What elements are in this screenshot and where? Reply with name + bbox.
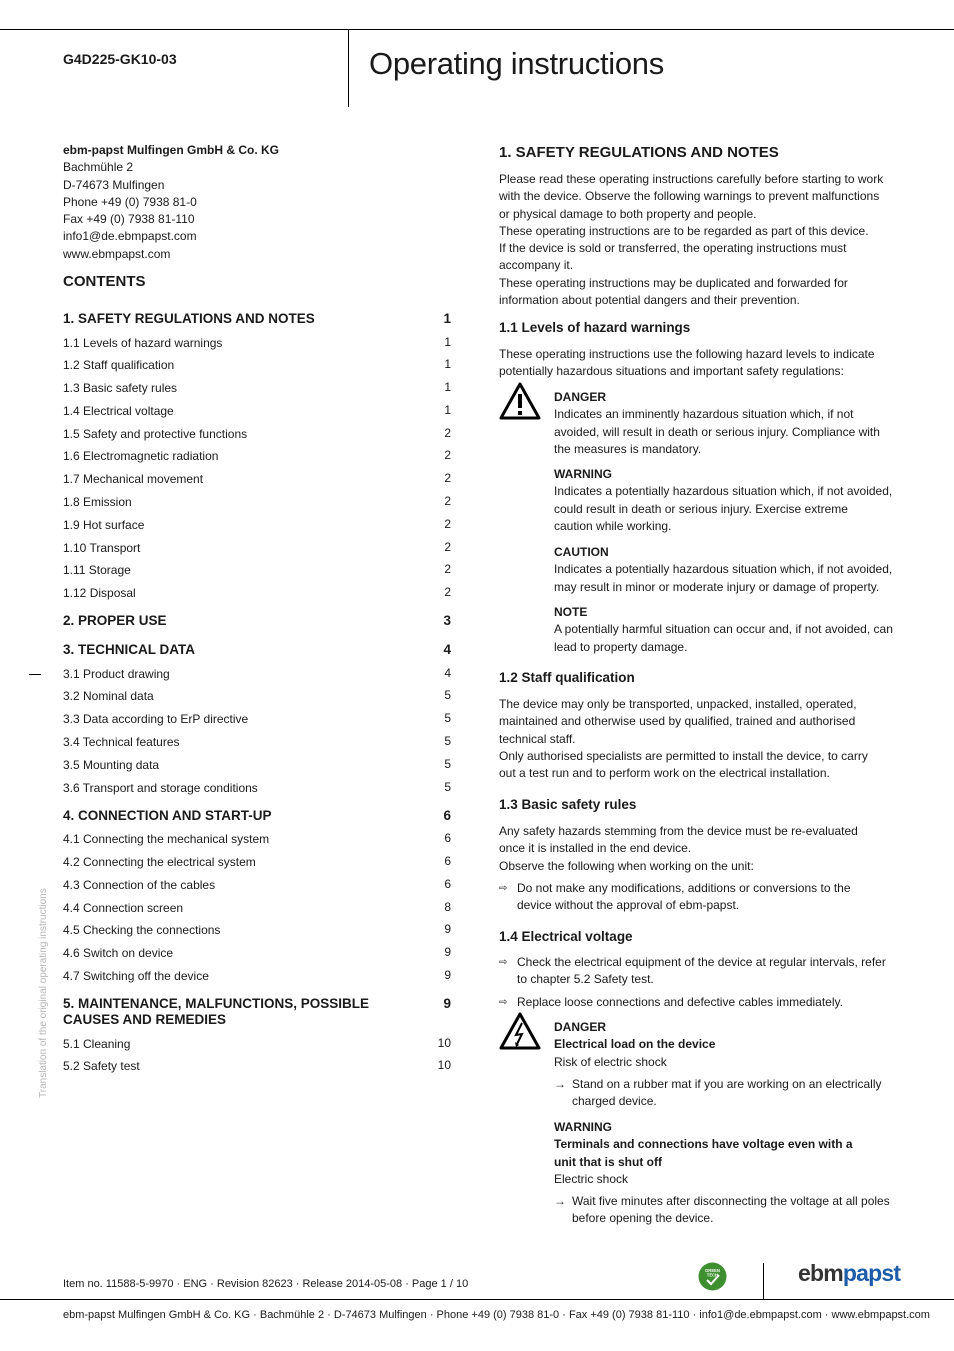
toc-page: 5 xyxy=(444,688,451,702)
right-arrow-icon: → xyxy=(554,1077,566,1091)
toc-page: 5 xyxy=(444,734,451,748)
danger-label: DANGER xyxy=(554,390,607,404)
toc-entry[interactable] xyxy=(63,426,451,442)
margin-mark xyxy=(29,674,41,675)
toc-entry[interactable] xyxy=(63,780,451,796)
toc-page: 6 xyxy=(444,831,451,845)
intro-line: with the device. Observe the following warnings to prevent malfunctions xyxy=(499,189,880,204)
action-item xyxy=(554,1193,894,1228)
toc-page: 10 xyxy=(437,1058,451,1072)
toc-entry[interactable] xyxy=(63,494,451,510)
note-label: NOTE xyxy=(554,605,588,619)
toc-label: 1.11 Storage xyxy=(63,563,131,577)
ebmpapst-logo xyxy=(798,1260,900,1287)
toc-label: 4.6 Switch on device xyxy=(63,946,174,960)
toc-label: 3.4 Technical features xyxy=(63,735,180,749)
intro-line: These operating instructions may be duplicated and forwarded for xyxy=(499,275,848,290)
toc-page: 1 xyxy=(444,380,451,394)
bullet-item xyxy=(499,880,894,915)
toc-label: 3.3 Data according to ErP directive xyxy=(63,712,249,726)
text-line: The device may only be transported, unpacked, installed, operated, xyxy=(499,697,857,711)
toc-entry[interactable] xyxy=(63,403,451,419)
translation-note: Translation of the original operating instructions xyxy=(38,888,49,1098)
bullet-item xyxy=(499,954,894,989)
toc-entry[interactable] xyxy=(63,900,451,916)
electrical-danger xyxy=(554,1019,896,1071)
intro-line: information about potential dangers and their prevention. xyxy=(499,293,800,308)
toc-page: 5 xyxy=(444,711,451,725)
intro-line: or physical damage to both property and people. xyxy=(499,206,757,221)
toc-label: 3.6 Transport and storage conditions xyxy=(63,781,258,795)
address-email[interactable]: info1@de.ebmpapst.com xyxy=(63,229,197,244)
toc-section[interactable] xyxy=(63,311,451,327)
toc-label: 3.1 Product drawing xyxy=(63,667,170,681)
toc-label: 3.5 Mounting data xyxy=(63,758,160,772)
footer-rule xyxy=(0,1299,954,1300)
electrical-hazard-icon xyxy=(499,1012,541,1050)
toc-label: 4.5 Checking the connections xyxy=(63,923,221,937)
toc-entry[interactable] xyxy=(63,471,451,487)
toc-page: 2 xyxy=(444,448,451,462)
section-1-3-text xyxy=(499,823,894,875)
green-tech-badge-icon xyxy=(698,1262,727,1291)
text-line: avoided, will result in death or serious injury. Compliance with xyxy=(554,424,880,439)
model-number: G4D225-GK10-03 xyxy=(63,51,177,67)
toc-page: 2 xyxy=(444,517,451,531)
toc-page: 5 xyxy=(444,780,451,794)
toc-label: 1.4 Electrical voltage xyxy=(63,404,174,418)
toc-label: 1.3 Basic safety rules xyxy=(63,381,178,395)
text-line: A potentially harmful situation can occur and, if not avoided, can xyxy=(554,622,893,637)
toc-label: 1.12 Disposal xyxy=(63,586,136,600)
intro-line: accompany it. xyxy=(499,258,574,273)
section-1-1-text xyxy=(499,346,894,381)
address-web[interactable]: www.ebmpapst.com xyxy=(63,246,171,261)
toc-label: 4.3 Connection of the cables xyxy=(63,878,216,892)
caution-label: CAUTION xyxy=(554,545,609,559)
toc-entry[interactable] xyxy=(63,357,451,373)
toc-label: 1.2 Staff qualification xyxy=(63,358,175,372)
text-line: to chapter 5.2 Safety test. xyxy=(517,972,654,987)
text-line: Replace loose connections and defective cables immediately. xyxy=(517,995,843,1009)
toc-page: 5 xyxy=(444,757,451,771)
text-line: Wait five minutes after disconnecting the voltage at all poles xyxy=(572,1194,890,1208)
warning-title: unit that is shut off xyxy=(554,1154,662,1169)
warning-label: WARNING xyxy=(554,467,612,481)
text-line: Check the electrical equipment of the device at regular intervals, refer xyxy=(517,955,886,969)
toc-page: 4 xyxy=(443,642,451,657)
section-1-4-heading: 1.4 Electrical voltage xyxy=(499,929,633,944)
toc-page: 6 xyxy=(444,854,451,868)
section-1-2-heading: 1.2 Staff qualification xyxy=(499,670,635,685)
badge-text-top: GREEN xyxy=(705,1268,720,1273)
contact-line: ebm-papst Mulfingen GmbH & Co. KG · Bachmühle 2 · D-74673 Mulfingen · Phone +49 (0) 7938 81-0 · Fax +49 (0) 7938 81-110 · info1@de.ebmpapst.com · www.ebmpapst.com xyxy=(63,1309,930,1321)
text-line: Stand on a rubber mat if you are working on an electrically xyxy=(572,1077,882,1091)
warning-label: WARNING xyxy=(554,1120,612,1134)
text-line: out a test run and to perform work on the electrical installation. xyxy=(499,766,830,781)
bullet-arrow-icon: ⇨ xyxy=(499,883,508,894)
page-title: Operating instructions xyxy=(369,46,664,81)
text-line: device without the approval of ebm-papst. xyxy=(517,898,740,913)
text-line: caution while working. xyxy=(554,518,672,533)
toc-entry[interactable] xyxy=(63,831,451,847)
toc-entry[interactable] xyxy=(63,854,451,870)
toc-label: 3. TECHNICAL DATA xyxy=(63,642,196,657)
text-line: before opening the device. xyxy=(572,1211,714,1226)
section-1-2-text xyxy=(499,696,894,782)
warning-text: Electric shock xyxy=(554,1171,629,1186)
hazard-danger xyxy=(554,389,896,458)
toc-label: 1.7 Mechanical movement xyxy=(63,472,204,486)
toc-entry[interactable] xyxy=(63,734,451,750)
section-1-3-heading: 1.3 Basic safety rules xyxy=(499,797,637,812)
toc-entry[interactable] xyxy=(63,540,451,556)
toc-entry[interactable] xyxy=(63,585,451,601)
hazard-caution xyxy=(554,544,896,596)
toc-page: 2 xyxy=(444,426,451,440)
toc-label: 1. SAFETY REGULATIONS AND NOTES xyxy=(63,311,315,326)
text-line: Indicates a potentially hazardous situation which, if not avoided, xyxy=(554,484,893,499)
warning-triangle-icon xyxy=(499,382,541,420)
text-line: once it is installed in the end device. xyxy=(499,841,692,856)
text-line: lead to property damage. xyxy=(554,639,688,654)
toc-page: 1 xyxy=(444,357,451,371)
address-street: Bachmühle 2 xyxy=(63,160,134,175)
header-divider xyxy=(348,29,349,107)
toc-label: 5. MAINTENANCE, MALFUNCTIONS, POSSIBLE CAUSES AND REMEDIES xyxy=(63,996,370,1027)
footer-divider xyxy=(763,1263,764,1299)
text-line: These operating instructions use the following hazard levels to indicate xyxy=(499,347,875,361)
text-line: charged device. xyxy=(572,1094,657,1109)
toc-label: 3.2 Nominal data xyxy=(63,689,154,703)
toc-label: 4.1 Connecting the mechanical system xyxy=(63,832,270,846)
toc-entry[interactable] xyxy=(63,380,451,396)
text-line: the measures is mandatory. xyxy=(554,441,702,456)
toc-page: 1 xyxy=(444,335,451,349)
toc-page: 4 xyxy=(444,666,451,680)
toc-page: 6 xyxy=(443,808,451,823)
toc-page: 9 xyxy=(444,945,451,959)
danger-label: DANGER xyxy=(554,1020,607,1034)
toc-entry[interactable] xyxy=(63,335,451,351)
text-line: Any safety hazards stemming from the device must be re-evaluated xyxy=(499,824,858,838)
text-line: Indicates an imminently hazardous situation which, if not xyxy=(554,407,854,422)
intro-line: These operating instructions are to be regarded as part of this device. xyxy=(499,223,869,238)
toc-label: 1.9 Hot surface xyxy=(63,518,145,532)
toc-entry[interactable] xyxy=(63,968,451,984)
intro-line: Please read these operating instructions carefully before starting to work xyxy=(499,172,884,186)
danger-text: Risk of electric shock xyxy=(554,1054,667,1069)
logo-ebm: ebm xyxy=(798,1260,843,1286)
toc-entry[interactable] xyxy=(63,945,451,961)
toc-page: 9 xyxy=(444,968,451,982)
toc-section[interactable] xyxy=(63,808,451,824)
toc-entry[interactable] xyxy=(63,448,451,464)
toc-label: 5.1 Cleaning xyxy=(63,1037,131,1051)
section1-intro xyxy=(499,171,894,309)
section1-heading: 1. SAFETY REGULATIONS AND NOTES xyxy=(499,144,779,161)
text-line: Indicates a potentially hazardous situation which, if not avoided, xyxy=(554,562,893,577)
toc-entry[interactable] xyxy=(63,1058,451,1074)
toc-label: 2. PROPER USE xyxy=(63,613,167,628)
company-address xyxy=(63,142,279,263)
bullet-arrow-icon: ⇨ xyxy=(499,997,508,1008)
badge-text-bottom: TECH xyxy=(706,1272,719,1278)
toc-label: 4. CONNECTION AND START-UP xyxy=(63,808,272,823)
toc-page: 2 xyxy=(444,540,451,554)
text-line: technical staff. xyxy=(499,731,576,746)
toc-entry[interactable] xyxy=(63,1036,451,1052)
company-name: ebm-papst Mulfingen GmbH & Co. KG xyxy=(63,143,279,157)
toc-page: 10 xyxy=(437,1036,451,1050)
bullet-arrow-icon: ⇨ xyxy=(499,957,508,968)
toc-label: 1.1 Levels of hazard warnings xyxy=(63,336,223,350)
address-fax: Fax +49 (0) 7938 81-110 xyxy=(63,212,195,227)
toc-section[interactable] xyxy=(63,996,451,1028)
toc-page: 2 xyxy=(444,494,451,508)
toc-page: 2 xyxy=(444,471,451,485)
toc-page: 9 xyxy=(443,996,451,1011)
toc-section[interactable] xyxy=(63,642,451,658)
hazard-warning xyxy=(554,466,896,535)
toc-page: 2 xyxy=(444,585,451,599)
toc-page: 6 xyxy=(444,877,451,891)
toc-entry[interactable] xyxy=(63,688,451,704)
toc-label: 1.8 Emission xyxy=(63,495,132,509)
toc-label: 4.7 Switching off the device xyxy=(63,969,209,983)
toc-section[interactable] xyxy=(63,613,451,629)
warning-title: Terminals and connections have voltage even with a xyxy=(554,1137,853,1152)
toc-label: 1.5 Safety and protective functions xyxy=(63,427,248,441)
toc-label: 4.4 Connection screen xyxy=(63,901,184,915)
toc-entry[interactable] xyxy=(63,757,451,773)
electrical-warning xyxy=(554,1119,896,1188)
bullet-item xyxy=(499,994,894,1011)
text-line: may result in minor or moderate injury or damage of property. xyxy=(554,579,880,594)
intro-line: If the device is sold or transferred, the operating instructions must xyxy=(499,241,847,256)
toc-page: 1 xyxy=(444,403,451,417)
toc-page: 3 xyxy=(443,613,451,628)
address-city: D-74673 Mulfingen xyxy=(63,177,165,192)
toc-label: 1.10 Transport xyxy=(63,541,141,555)
section-1-1-heading: 1.1 Levels of hazard warnings xyxy=(499,320,691,335)
right-arrow-icon: → xyxy=(554,1194,566,1208)
top-rule xyxy=(0,29,954,30)
toc-label: 1.6 Electromagnetic radiation xyxy=(63,449,219,463)
text-line: Only authorised specialists are permitted to install the device, to carry xyxy=(499,748,868,763)
toc-entry[interactable] xyxy=(63,922,451,938)
toc-entry[interactable] xyxy=(63,562,451,578)
hazard-note xyxy=(554,604,896,656)
toc-page: 1 xyxy=(443,311,451,326)
toc-entry[interactable] xyxy=(63,666,451,682)
text-line: could result in death or serious injury. Exercise extreme xyxy=(554,501,848,516)
toc-label: 5.2 Safety test xyxy=(63,1059,140,1073)
text-line: Do not make any modifications, additions or conversions to the xyxy=(517,881,851,895)
contents-heading: CONTENTS xyxy=(63,273,146,290)
toc-page: 9 xyxy=(444,922,451,936)
item-info: Item no. 11588-5-9970 · ENG · Revision 82623 · Release 2014-05-08 · Page 1 / 10 xyxy=(63,1278,469,1290)
toc-entry[interactable] xyxy=(63,877,451,893)
address-phone: Phone +49 (0) 7938 81-0 xyxy=(63,194,197,209)
text-line: potentially hazardous situations and important safety regulations: xyxy=(499,364,844,379)
toc-entry[interactable] xyxy=(63,711,451,727)
action-item xyxy=(554,1076,894,1111)
logo-papst: papst xyxy=(842,1260,901,1286)
toc-page: 8 xyxy=(444,900,451,914)
toc-entry[interactable] xyxy=(63,517,451,533)
text-line: Observe the following when working on the unit: xyxy=(499,858,754,873)
danger-title: Electrical load on the device xyxy=(554,1037,716,1052)
toc-page: 2 xyxy=(444,562,451,576)
text-line: maintained and otherwise used by qualified, trained and authorised xyxy=(499,714,856,729)
toc-label: 4.2 Connecting the electrical system xyxy=(63,855,256,869)
